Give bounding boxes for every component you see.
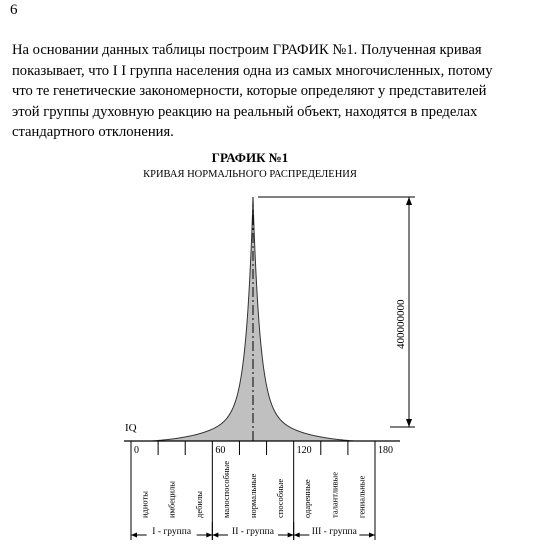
group-label: II - группа <box>232 527 274 537</box>
x-tick-label: 120 <box>296 445 312 456</box>
distribution-curve-area <box>124 200 384 441</box>
x-tick-label: 0 <box>134 445 139 456</box>
group-label: I - группа <box>152 527 192 537</box>
category-label: дебилы <box>193 491 204 518</box>
category-label: малоспособные <box>220 460 231 518</box>
category-label: имбецилы <box>166 481 177 518</box>
chart-title: ГРАФИК №1 <box>211 150 289 165</box>
group-brackets <box>131 522 375 540</box>
category-label: способные <box>275 478 286 518</box>
category-label: одаренные <box>302 479 313 518</box>
peak-height-dimension <box>258 197 415 427</box>
page-number: 6 <box>10 2 18 18</box>
category-label: гениальные <box>356 475 367 518</box>
x-tick-label: 180 <box>378 445 393 456</box>
peak-height-label: 400000000 <box>395 299 407 349</box>
category-label: талантливые <box>329 471 340 518</box>
category-label: нормальные <box>248 473 258 518</box>
category-labels <box>140 461 367 518</box>
x-axis-label: IQ <box>125 422 137 434</box>
category-label: идиоты <box>139 491 150 518</box>
group-label: III - группа <box>311 527 357 537</box>
chart-subtitle: КРИВАЯ НОРМАЛЬНОГО РАСПРЕДЕЛЕНИЯ <box>143 169 357 180</box>
x-tick-label: 60 <box>215 445 226 456</box>
intro-paragraph: На основании данных таблицы построим ГРАФИК №1. Полученная кривая показывает, что I I группа населения одна из самых многочисленных, потому что те генетические закономерности, которые определяют у представителей этой группы духовную реакцию на реальный объект, находятся в пределах стандартного отклонения. <box>12 42 493 140</box>
